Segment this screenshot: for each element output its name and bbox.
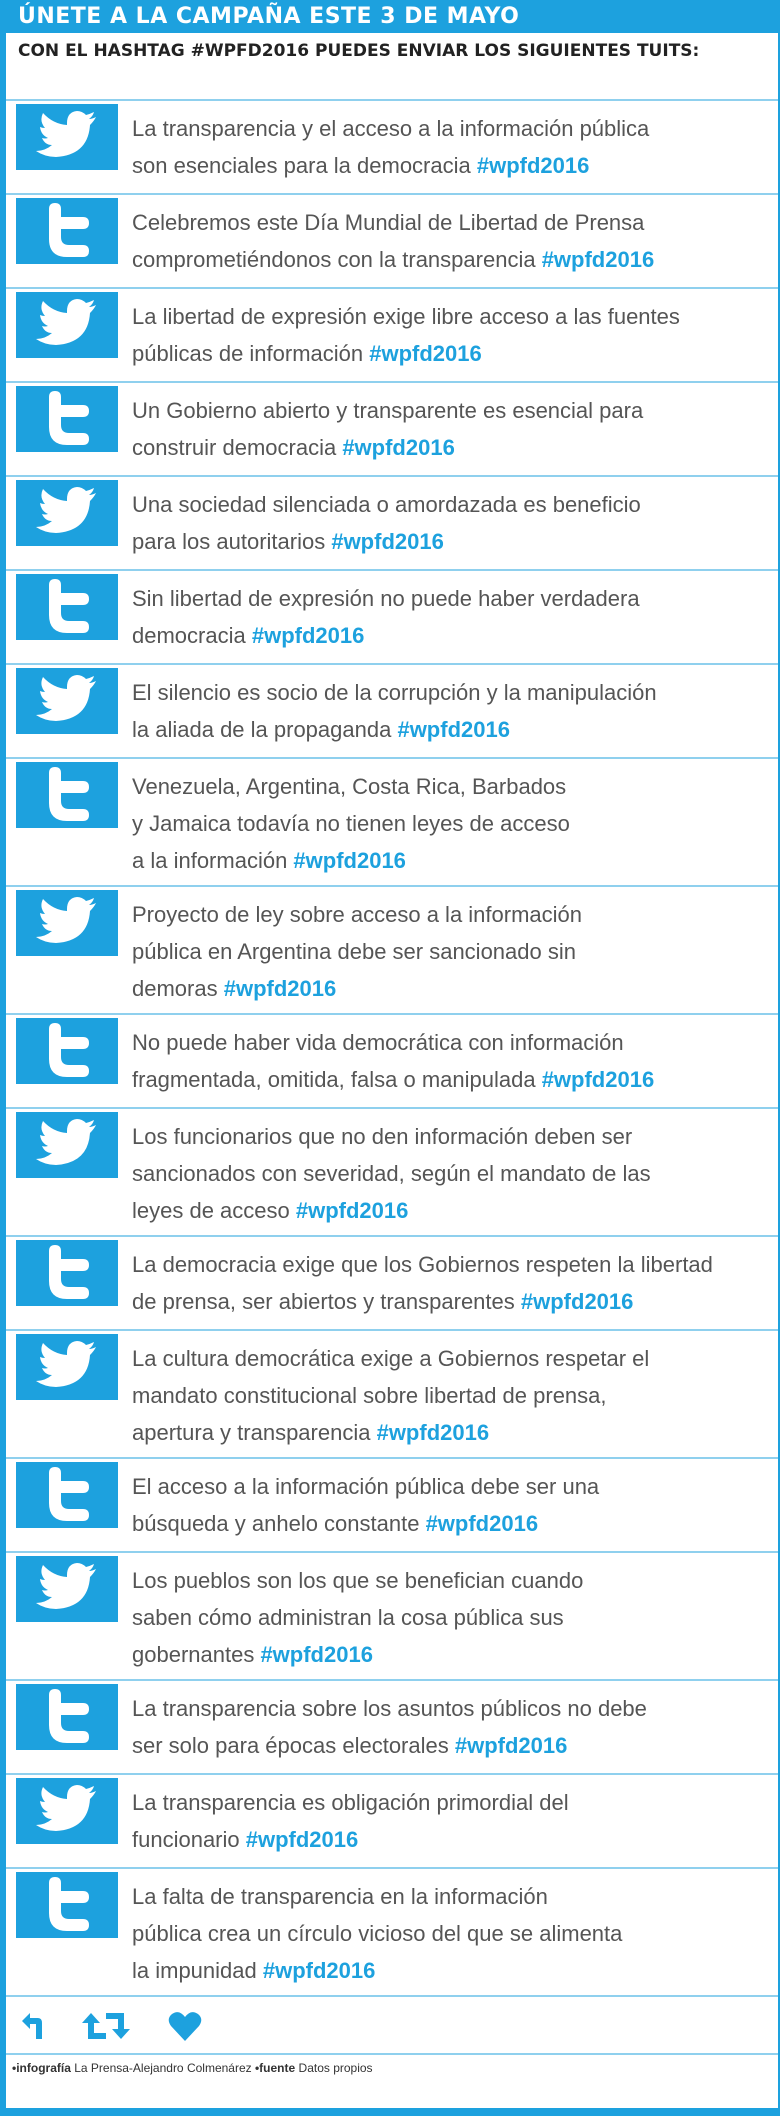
- source-value: Datos propios: [295, 2061, 373, 2075]
- tweet-text: [132, 1240, 713, 1329]
- tweet-text: [132, 890, 582, 1013]
- hashtag-link[interactable]: #wpfd2016: [476, 153, 590, 178]
- twitter-bird-icon: [16, 480, 118, 546]
- tweet-body: Celebremos este Día Mundial de Libertad de Prensa comprometiéndonos con la transparencia: [132, 210, 645, 272]
- tweet-body: Los pueblos son los que se benefician cuando saben cómo administran la cosa pública sus gobernantes: [132, 1568, 584, 1667]
- tweet-text: [132, 1778, 569, 1867]
- twitter-t-icon: [16, 386, 118, 452]
- tweet-row: [6, 383, 778, 477]
- tweet-text: [132, 1462, 599, 1551]
- hashtag-link[interactable]: #wpfd2016: [251, 623, 365, 648]
- tweet-row: [6, 289, 778, 383]
- hashtag-link[interactable]: #wpfd2016: [397, 717, 510, 742]
- tweet-row: [6, 101, 778, 195]
- hashtag-link[interactable]: #wpfd2016: [425, 1511, 539, 1536]
- hashtag-link[interactable]: #wpfd2016: [454, 1733, 568, 1758]
- twitter-bird-icon: [16, 890, 118, 956]
- source-label: •fuente: [254, 2061, 296, 2075]
- tweet-row: [6, 1459, 778, 1553]
- tweet-row: [6, 665, 778, 759]
- hashtag-link[interactable]: #wpfd2016: [260, 1642, 373, 1667]
- tweet-text: [132, 1872, 622, 1995]
- tweet-row: [6, 1331, 778, 1459]
- hashtag-link[interactable]: #wpfd2016: [262, 1958, 376, 1983]
- tweet-body: El acceso a la información pública debe ser una búsqueda y anhelo constante: [132, 1474, 600, 1536]
- retweet-icon[interactable]: [80, 2011, 132, 2041]
- twitter-bird-icon: [16, 292, 118, 358]
- twitter-bird-icon: [16, 1112, 118, 1178]
- tweet-row: [6, 1109, 778, 1237]
- tweet-list: [6, 101, 778, 1997]
- tweet-body: La falta de transparencia en la información pública crea un círculo vicioso del que se alimenta la impunidad: [132, 1884, 623, 1983]
- tweet-body: Los funcionarios que no den información deben ser sancionados con severidad, según el mandato de las leyes de acceso: [132, 1124, 651, 1223]
- twitter-t-icon: [16, 1872, 118, 1938]
- tweet-row: [6, 887, 778, 1015]
- tweet-text: [132, 198, 654, 287]
- heart-icon[interactable]: [168, 2011, 202, 2041]
- hashtag-link[interactable]: #wpfd2016: [369, 341, 482, 366]
- tweet-body: La transparencia y el acceso a la información pública son esenciales para la democracia: [132, 116, 650, 178]
- subtitle: CON EL HASHTAG #WPFD2016 PUEDES ENVIAR LOS SIGUIENTES TUITS:: [6, 33, 778, 101]
- tweet-text: [132, 1334, 649, 1457]
- hashtag-link[interactable]: #wpfd2016: [293, 848, 406, 873]
- tweet-text: [132, 668, 657, 757]
- tweet-text: [132, 386, 643, 475]
- twitter-bird-icon: [16, 104, 118, 170]
- tweet-text: [132, 1684, 647, 1773]
- twitter-t-icon: [16, 762, 118, 828]
- tweet-text: [132, 762, 570, 885]
- tweet-row: [6, 1237, 778, 1331]
- tweet-body: Sin libertad de expresión no puede haber verdadera democracia: [132, 586, 640, 648]
- hashtag-link[interactable]: #wpfd2016: [331, 529, 444, 554]
- twitter-t-icon: [16, 1684, 118, 1750]
- tweet-text: [132, 480, 641, 569]
- tweet-body: Un Gobierno abierto y transparente es esencial para construir democracia: [132, 398, 644, 460]
- hashtag-link[interactable]: #wpfd2016: [342, 435, 455, 460]
- twitter-bird-icon: [16, 1556, 118, 1622]
- tweet-row: [6, 1553, 778, 1681]
- tweet-body: La democracia exige que los Gobiernos respeten la libertad de prensa, ser abiertos y transparentes: [132, 1252, 713, 1314]
- twitter-t-icon: [16, 1462, 118, 1528]
- tweet-row: [6, 195, 778, 289]
- twitter-t-icon: [16, 1018, 118, 1084]
- tweet-body: La libertad de expresión exige libre acceso a las fuentes públicas de información: [132, 304, 680, 366]
- hashtag-link[interactable]: #wpfd2016: [295, 1198, 409, 1223]
- twitter-t-icon: [16, 574, 118, 640]
- tweet-body: Proyecto de ley sobre acceso a la información pública en Argentina debe ser sancionado sin demoras: [132, 902, 583, 1001]
- tweet-text: [132, 292, 680, 381]
- hashtag-link[interactable]: #wpfd2016: [223, 976, 337, 1001]
- tweet-row: [6, 1869, 778, 1997]
- reply-icon[interactable]: [18, 2011, 44, 2041]
- tweet-body: La transparencia sobre los asuntos públicos no debe ser solo para épocas electorales: [132, 1696, 647, 1758]
- twitter-bird-icon: [16, 668, 118, 734]
- hashtag-link[interactable]: #wpfd2016: [541, 1067, 655, 1092]
- tweet-body: No puede haber vida democrática con información fragmentada, omitida, falsa o manipulada: [132, 1030, 624, 1092]
- tweet-text: [132, 574, 640, 663]
- tweet-text: [132, 1556, 583, 1679]
- credit-label: •infografía: [12, 2061, 71, 2075]
- tweet-body: Venezuela, Argentina, Costa Rica, Barbados y Jamaica todavía no tienen leyes de acceso a la información: [132, 774, 570, 873]
- tweet-row: [6, 1015, 778, 1109]
- hashtag-link[interactable]: #wpfd2016: [520, 1289, 634, 1314]
- tweet-body: La cultura democrática exige a Gobiernos respetar el mandato constitucional sobre libertad de prensa, apertura y transparencia: [132, 1346, 650, 1445]
- hashtag-link[interactable]: #wpfd2016: [541, 247, 655, 272]
- twitter-t-icon: [16, 198, 118, 264]
- tweet-body: Una sociedad silenciada o amordazada es beneficio para los autoritarios: [132, 492, 641, 554]
- credit-value: La Prensa-Alejandro Colmenárez: [70, 2061, 255, 2075]
- twitter-bird-icon: [16, 1778, 118, 1844]
- tweet-row: [6, 759, 778, 887]
- twitter-t-icon: [16, 1240, 118, 1306]
- credit-line: [6, 2055, 778, 2075]
- tweet-row: [6, 477, 778, 571]
- tweet-text: [132, 104, 649, 193]
- tweet-text: [132, 1018, 654, 1107]
- page-title: ÚNETE A LA CAMPAÑA ESTE 3 DE MAYO: [6, 0, 778, 33]
- tweet-body: La transparencia es obligación primordial del funcionario: [132, 1790, 569, 1852]
- tweet-body: El silencio es socio de la corrupción y la manipulación la aliada de la propaganda: [132, 680, 657, 742]
- tweet-row: [6, 1681, 778, 1775]
- tweet-row: [6, 1775, 778, 1869]
- tweet-actions: [6, 1997, 778, 2055]
- tweet-text: [132, 1112, 651, 1235]
- twitter-bird-icon: [16, 1334, 118, 1400]
- hashtag-link[interactable]: #wpfd2016: [245, 1827, 359, 1852]
- tweet-row: [6, 571, 778, 665]
- hashtag-link[interactable]: #wpfd2016: [376, 1420, 490, 1445]
